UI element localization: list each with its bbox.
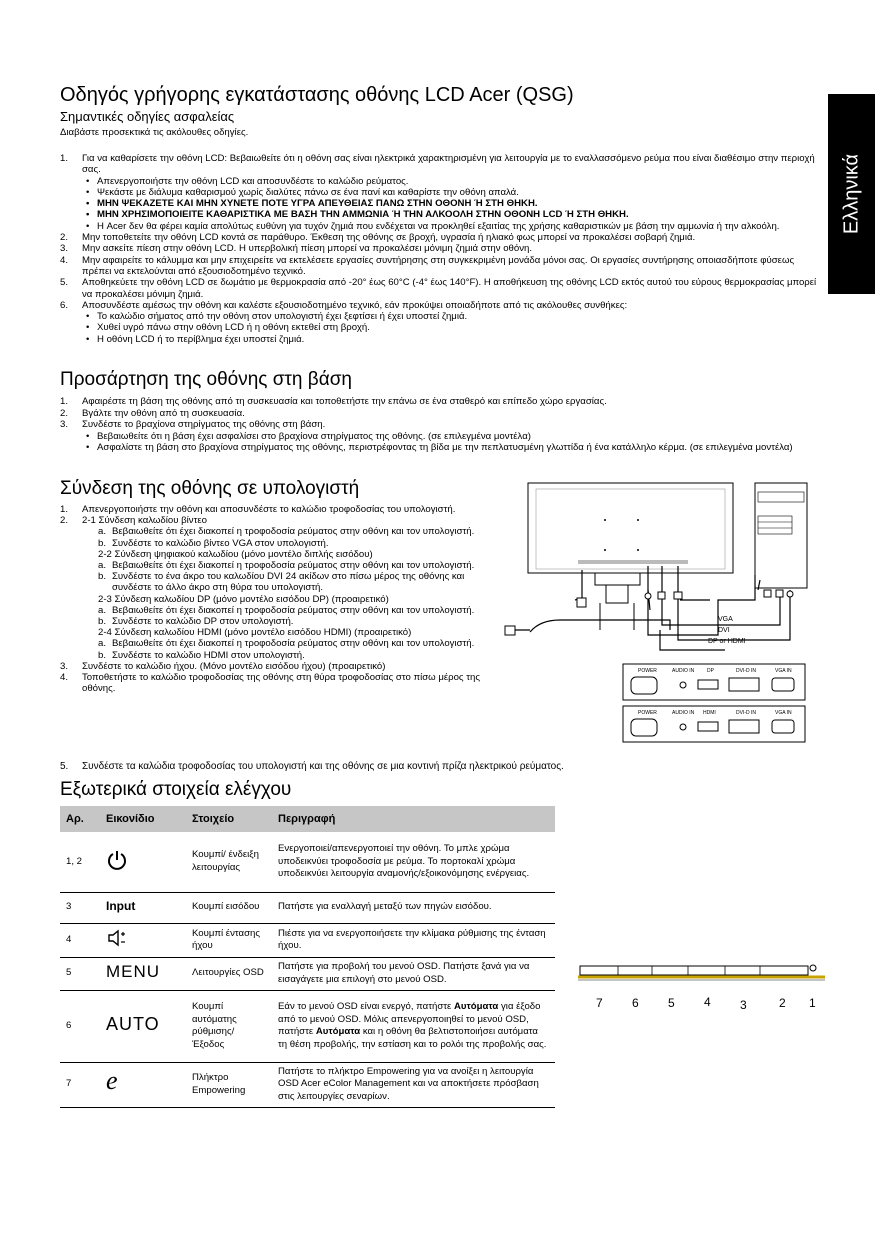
cable-label-dp-hdmi: DP or HDMI (708, 638, 746, 645)
table-row (60, 923, 555, 957)
list-item (60, 153, 825, 232)
list-number: 3. (60, 243, 69, 255)
list-item (60, 627, 485, 638)
list-number: b. (98, 537, 107, 549)
list-text: Απενεργοποιήστε την οθόνη και αποσυνδέστε το καλώδιο τροφοδοσίας του υπολογιστή. (82, 504, 456, 515)
connectors (505, 590, 793, 635)
row-item: Πλήκτρο Empowering (186, 1062, 272, 1107)
input-icon: Input (100, 892, 186, 923)
list-number: 5. (60, 277, 69, 289)
list-text: Βεβαιωθείτε ότι έχει διακοπεί η τροφοδοσία ρεύματος στην οθόνη και τον υπολογιστή. (112, 604, 475, 616)
col-icon: Εικονίδιο (100, 806, 186, 832)
list-number: 4. (60, 672, 69, 684)
row-number: 6 (60, 990, 100, 1062)
svg-text:VGA IN: VGA IN (775, 668, 792, 674)
col-number: Αρ. (60, 806, 100, 832)
controls-table (60, 806, 555, 1108)
volume-icon (100, 923, 186, 957)
list-item (60, 650, 485, 661)
list-text: Συνδέστε το ένα άκρο του καλωδίου DVI 24 ακίδων στο πίσω μέρος της οθόνης και συνδέστε το άλλο άκρο στη θύρα του υπολογιστή. (112, 571, 465, 594)
connect-list (60, 504, 485, 694)
step-5-text: Συνδέστε τα καλώδια τροφοδοσίας του υπολογιστή και της οθόνης σε μια κοντινή πρίζα ηλεκτρικού ρεύματος. (82, 761, 564, 772)
cables (510, 566, 790, 650)
bullet-item: • Χυθεί υγρό πάνω στην οθόνη LCD ή η οθόνη εκτεθεί στη βροχή. (82, 322, 825, 333)
cable-label-vga: VGA (718, 616, 733, 623)
list-item (60, 594, 485, 605)
list-item (60, 504, 485, 515)
row-description: Πατήστε για προβολή του μενού OSD. Πατήστε ξανά για να εισαγάγετε μια επιλογή στο μενού OSD. (272, 957, 555, 990)
bullet-item: • Απενεργοποιήστε την οθόνη LCD και αποσυνδέστε το καλώδιο ρεύματος. (82, 176, 825, 187)
list-item (60, 526, 485, 537)
row-description: Ενεργοποιεί/απενεργοποιεί την οθόνη. Το μπλε χρώμα υποδεικνύει τροφοδοσία με ρεύμα. Το πορτοκαλί χρώμα υποδεικνύει λειτουργία αναμονής/εξοικονόμησης ενέργειας. (272, 832, 555, 892)
table-row (60, 990, 555, 1062)
bezel-number-1: 1 (809, 996, 816, 1010)
empowering-e-icon: e (100, 1062, 186, 1107)
list-item (60, 549, 485, 560)
bezel-number-5: 5 (668, 996, 675, 1010)
list-number: 3. (60, 660, 69, 672)
list-text: Μην αφαιρείτε το κάλυμμα και μην επιχειρείτε να εκτελέσετε εργασίες συντήρησης στη συγκεκριμένη μονάδα μόνοι σας. Οι εργασίες συντήρησης οποιασδήποτε φύσεως πρέπει να εκτελούνται από εξουσιοδοτημένο τεχνικό. (82, 254, 795, 277)
bezel-number-2: 2 (779, 996, 786, 1010)
list-item (60, 419, 825, 454)
controls-heading: Εξωτερικά στοιχεία ελέγχου (60, 779, 292, 800)
list-number: 1. (60, 504, 69, 515)
menu-icon: MENU (100, 957, 186, 990)
controls-table-header (60, 806, 555, 832)
row-item: Κουμπί αυτόματης ρύθμισης/ Έξοδος (186, 990, 272, 1062)
svg-text:AUDIO IN: AUDIO IN (672, 710, 695, 716)
row-number: 4 (60, 923, 100, 957)
list-item (60, 560, 485, 571)
auto-icon: AUTO (100, 990, 186, 1062)
svg-text:DVI-D IN: DVI-D IN (736, 710, 756, 716)
page-title: Οδηγός γρήγορης εγκατάστασης οθόνης LCD Acer (QSG) (60, 84, 574, 106)
bullet-item: • Το καλώδιο σήματος από την οθόνη στον υπολογιστή έχει ξεφτίσει ή έχει υποστεί ζημιά. (82, 311, 825, 322)
row-item: Κουμπί/ ένδειξη λειτουργίας (186, 832, 272, 892)
list-number: b. (98, 571, 107, 583)
bezel-buttons-diagram (575, 960, 825, 1010)
list-text: 2-3 Σύνδεση καλωδίου DP (μόνο μοντέλο εισόδου DP) (προαιρετικό) (98, 593, 389, 605)
row-item: Κουμπί εισόδου (186, 892, 272, 923)
list-text: Βεβαιωθείτε ότι έχει διακοπεί η τροφοδοσία ρεύματος στην οθόνη και τον υπολογιστή. (112, 526, 475, 538)
base-heading: Προσάρτηση της οθόνης στη βάση (60, 369, 352, 390)
list-item (60, 300, 825, 345)
list-item (60, 605, 485, 616)
list-item (60, 243, 825, 254)
list-item (60, 638, 485, 649)
svg-text:VGA IN: VGA IN (775, 710, 792, 716)
list-number: 1. (60, 396, 69, 407)
bullet-list (82, 431, 825, 454)
bezel-number-4: 4 (704, 995, 711, 1009)
bezel-number-6: 6 (632, 996, 639, 1010)
list-text: Τοποθετήστε το καλώδιο τροφοδοσίας της οθόνης στη θύρα τροφοδοσίας στο πίσω μέρος της οθόνης. (82, 672, 480, 695)
list-text: 2-1 Σύνδεση καλωδίου βίντεο (82, 515, 207, 527)
list-text: Συνδέστε το καλώδιο βίντεο VGA στον υπολογιστή. (112, 537, 329, 549)
list-item (60, 255, 825, 278)
svg-text:DP: DP (707, 668, 714, 674)
list-item (60, 571, 485, 593)
list-number: a. (98, 560, 107, 572)
base-list (60, 396, 825, 454)
list-number: a. (98, 526, 107, 538)
list-item (60, 616, 485, 627)
list-text: Μην ασκείτε πίεση στην οθόνη LCD. Η υπερβολική πίεση μπορεί να προκαλέσει μόνιμη ζημιά στην οθόνη. (82, 243, 533, 255)
safety-intro: Διαβάστε προσεκτικά τις ακόλουθες οδηγίες. (60, 127, 249, 138)
list-item (60, 277, 825, 300)
col-description: Περιγραφή (272, 806, 555, 832)
bullet-item: • Ασφαλίστε τη βάση στο βραχίονα στηρίγματος της οθόνης, περιστρέφοντας τη βίδα με την πεπλατυσμένη γλωττίδα ή ένα κατάλληλο κέρμα. (σε επιλεγμένα μοντέλα) (82, 442, 825, 454)
row-number: 3 (60, 892, 100, 923)
list-item (60, 672, 485, 694)
list-item (60, 661, 485, 672)
row-description: Πατήστε για εναλλαγή μεταξύ των πηγών εισόδου. (272, 892, 555, 923)
cable-label-dvi: DVI (718, 627, 730, 634)
list-number: 2. (60, 232, 69, 244)
list-text: Συνδέστε το καλώδιο HDMI στον υπολογιστή. (112, 649, 305, 661)
step-5-number: 5. (60, 761, 69, 772)
list-text: Βεβαιωθείτε ότι έχει διακοπεί η τροφοδοσία ρεύματος στην οθόνη και τον υπολογιστή. (112, 560, 475, 572)
list-number: a. (98, 638, 107, 650)
bullet-list (82, 311, 825, 345)
safety-heading: Σημαντικές οδηγίες ασφαλείας (60, 109, 235, 124)
bullet-item: • ΜΗΝ ΨΕΚΑΖΕΤΕ ΚΑΙ ΜΗΝ ΧΥΝΕΤΕ ΠΟΤΕ ΥΓΡΑ ΑΠΕΥΘΕΙΑΣ ΠΑΝΩ ΣΤΗΝ ΟΘΟΝΗ Ή ΣΤΗ ΘΗΚΗ. (82, 198, 825, 209)
bezel-number-3: 3 (740, 998, 747, 1010)
table-row (60, 832, 555, 892)
port-panel-hdmi (623, 706, 805, 742)
bullet-item: • Η οθόνη LCD ή το περίβλημα έχει υποστεί ζημιά. (82, 334, 825, 345)
bullet-item: • Ψεκάστε με διάλυμα καθαρισμού χωρίς διαλύτες πάνω σε ένα πανί και καθαρίστε την οθόνη απαλά. (82, 187, 825, 198)
list-text: Συνδέστε το καλώδιο DP στον υπολογιστή. (112, 616, 294, 628)
svg-text:DVI-D IN: DVI-D IN (736, 668, 756, 674)
power-icon (100, 832, 186, 892)
list-number: 2. (60, 407, 69, 419)
list-number: 6. (60, 299, 69, 311)
svg-text:HDMI: HDMI (703, 710, 716, 716)
list-text: Αποσυνδέστε αμέσως την οθόνη και καλέστε εξουσιοδοτημένο τεχνικό, εάν προκύψει οποιαδήποτε από τις ακόλουθες συνθήκες: (82, 299, 628, 311)
monitor-rear-illustration (528, 483, 733, 630)
connect-heading: Σύνδεση της οθόνης σε υπολογιστή (60, 478, 360, 499)
list-text: 2-2 Σύνδεση ψηφιακού καλωδίου (μόνο μοντέλο διπλής εισόδου) (98, 548, 373, 560)
list-text: Συνδέστε το καλώδιο ήχου. (Μόνο μοντέλο εισόδου ήχου) (προαιρετικό) (82, 660, 386, 672)
language-side-tab (828, 94, 875, 294)
list-item (60, 515, 485, 526)
list-number: 1. (60, 153, 69, 164)
svg-text:AUDIO IN: AUDIO IN (672, 668, 695, 674)
connection-diagram (500, 480, 825, 745)
row-description: Πατήστε το πλήκτρο Empowering για να ανοίξει η λειτουργία OSD Acer eColor Management και να αποκτήσετε πρόσβαση στις λειτουργίες σεναρίων. (272, 1062, 555, 1107)
row-description: Εάν το μενού OSD είναι ενεργό, πατήστε Αυτόματα για έξοδο από το μενού OSD. Μόλις απενεργοποιηθεί το μενού OSD, πατήστε Αυτόματα και η οθόνη θα βελτιστοποιήσει αυτόματα τη θέση προβολής, την εστίαση και το ρολόι της προβολής σας. (272, 990, 555, 1062)
bullet-item: • ΜΗΝ ΧΡΗΣΙΜΟΠΟΙΕΙΤΕ ΚΑΘΑΡΙΣΤΙΚΑ ΜΕ ΒΑΣΗ ΤΗΝ ΑΜΜΩΝΙΑ Ή ΤΗΝ ΑΛΚΟΟΛΗ ΣΤΗΝ ΟΘΟΝΗ LCD Ή ΣΤΗ ΘΗΚΗ. (82, 209, 825, 220)
list-text: 2-4 Σύνδεση καλωδίου HDMI (μόνο μοντέλο εισόδου HDMI) (προαιρετικό) (98, 627, 412, 639)
list-text: Μην τοποθετείτε την οθόνη LCD κοντά σε παράθυρο. Έκθεση της οθόνης σε βροχή, υγρασία ή ηλιακό φως μπορεί να προκαλέσει σοβαρή ζημιά. (82, 232, 696, 244)
list-item (60, 232, 825, 243)
list-text: Βγάλτε την οθόνη από τη συσκευασία. (82, 407, 245, 419)
list-text: Για να καθαρίσετε την οθόνη LCD: Βεβαιωθείτε ότι η οθόνη σας είναι ηλεκτρικά χαρακτηρισμένη για λειτουργία με το εναλλασσόμενο ρεύμα που είναι διαθέσιμο στην περιοχή σας. (82, 153, 815, 176)
port-panel-dp (623, 664, 805, 700)
pc-tower-illustration (755, 483, 807, 588)
safety-list (60, 153, 825, 345)
list-text: Αφαιρέστε τη βάση της οθόνης από τη συσκευασία και τοποθετήστε την επάνω σε ένα σταθερό και επίπεδο χώρο εργασίας. (82, 396, 607, 407)
list-text: Βεβαιωθείτε ότι έχει διακοπεί η τροφοδοσία ρεύματος στην οθόνη και τον υπολογιστή. (112, 638, 475, 650)
list-text: Συνδέστε το βραχίονα στηρίγματος της οθόνης στη βάση. (82, 419, 326, 431)
row-description: Πιέστε για να ενεργοποιήσετε την κλίμακα ρύθμισης της ένταση ήχου. (272, 923, 555, 957)
svg-text:POWER: POWER (638, 668, 657, 674)
row-number: 7 (60, 1062, 100, 1107)
bullet-list (82, 176, 825, 232)
list-number: 3. (60, 419, 69, 431)
list-number: a. (98, 604, 107, 616)
row-number: 5 (60, 957, 100, 990)
table-row (60, 1062, 555, 1107)
list-text: Αποθηκεύετε την οθόνη LCD σε δωμάτιο με θερμοκρασία από -20° έως 60°C (-4° έως 140°F). Η αποθήκευση της οθόνης LCD εκτός αυτού του εύρους θερμοκρασίας μπορεί να προκαλέσει μόνιμη ζημιά. (82, 277, 817, 300)
row-item: Λειτουργίες OSD (186, 957, 272, 990)
list-number: b. (98, 649, 107, 661)
language-label: Ελληνικά (840, 153, 862, 235)
svg-text:POWER: POWER (638, 710, 657, 716)
col-item: Στοιχείο (186, 806, 272, 832)
list-item (60, 408, 825, 420)
connect-step-5 (60, 761, 564, 772)
bullet-item: • Βεβαιωθείτε ότι η βάση έχει ασφαλίσει στο βραχίονα στηρίγματος της οθόνης. (σε επιλεγμένα μοντέλα) (82, 431, 825, 443)
list-number: b. (98, 616, 107, 628)
bezel-number-7: 7 (596, 996, 603, 1010)
list-number: 2. (60, 515, 69, 527)
bullet-item: • Η Acer δεν θα φέρει καμία απολύτως ευθύνη για τυχόν ζημιά που ενδέχεται να προκληθεί εξαιτίας της χρήσης καθαριστικών με βάση την αμμωνία ή την αλκοόλη. (82, 221, 825, 232)
list-item (60, 396, 825, 408)
table-row (60, 892, 555, 923)
list-item (60, 538, 485, 549)
table-row (60, 957, 555, 990)
row-number: 1, 2 (60, 832, 100, 892)
row-item: Κουμπί έντασης ήχου (186, 923, 272, 957)
list-number: 4. (60, 254, 69, 266)
